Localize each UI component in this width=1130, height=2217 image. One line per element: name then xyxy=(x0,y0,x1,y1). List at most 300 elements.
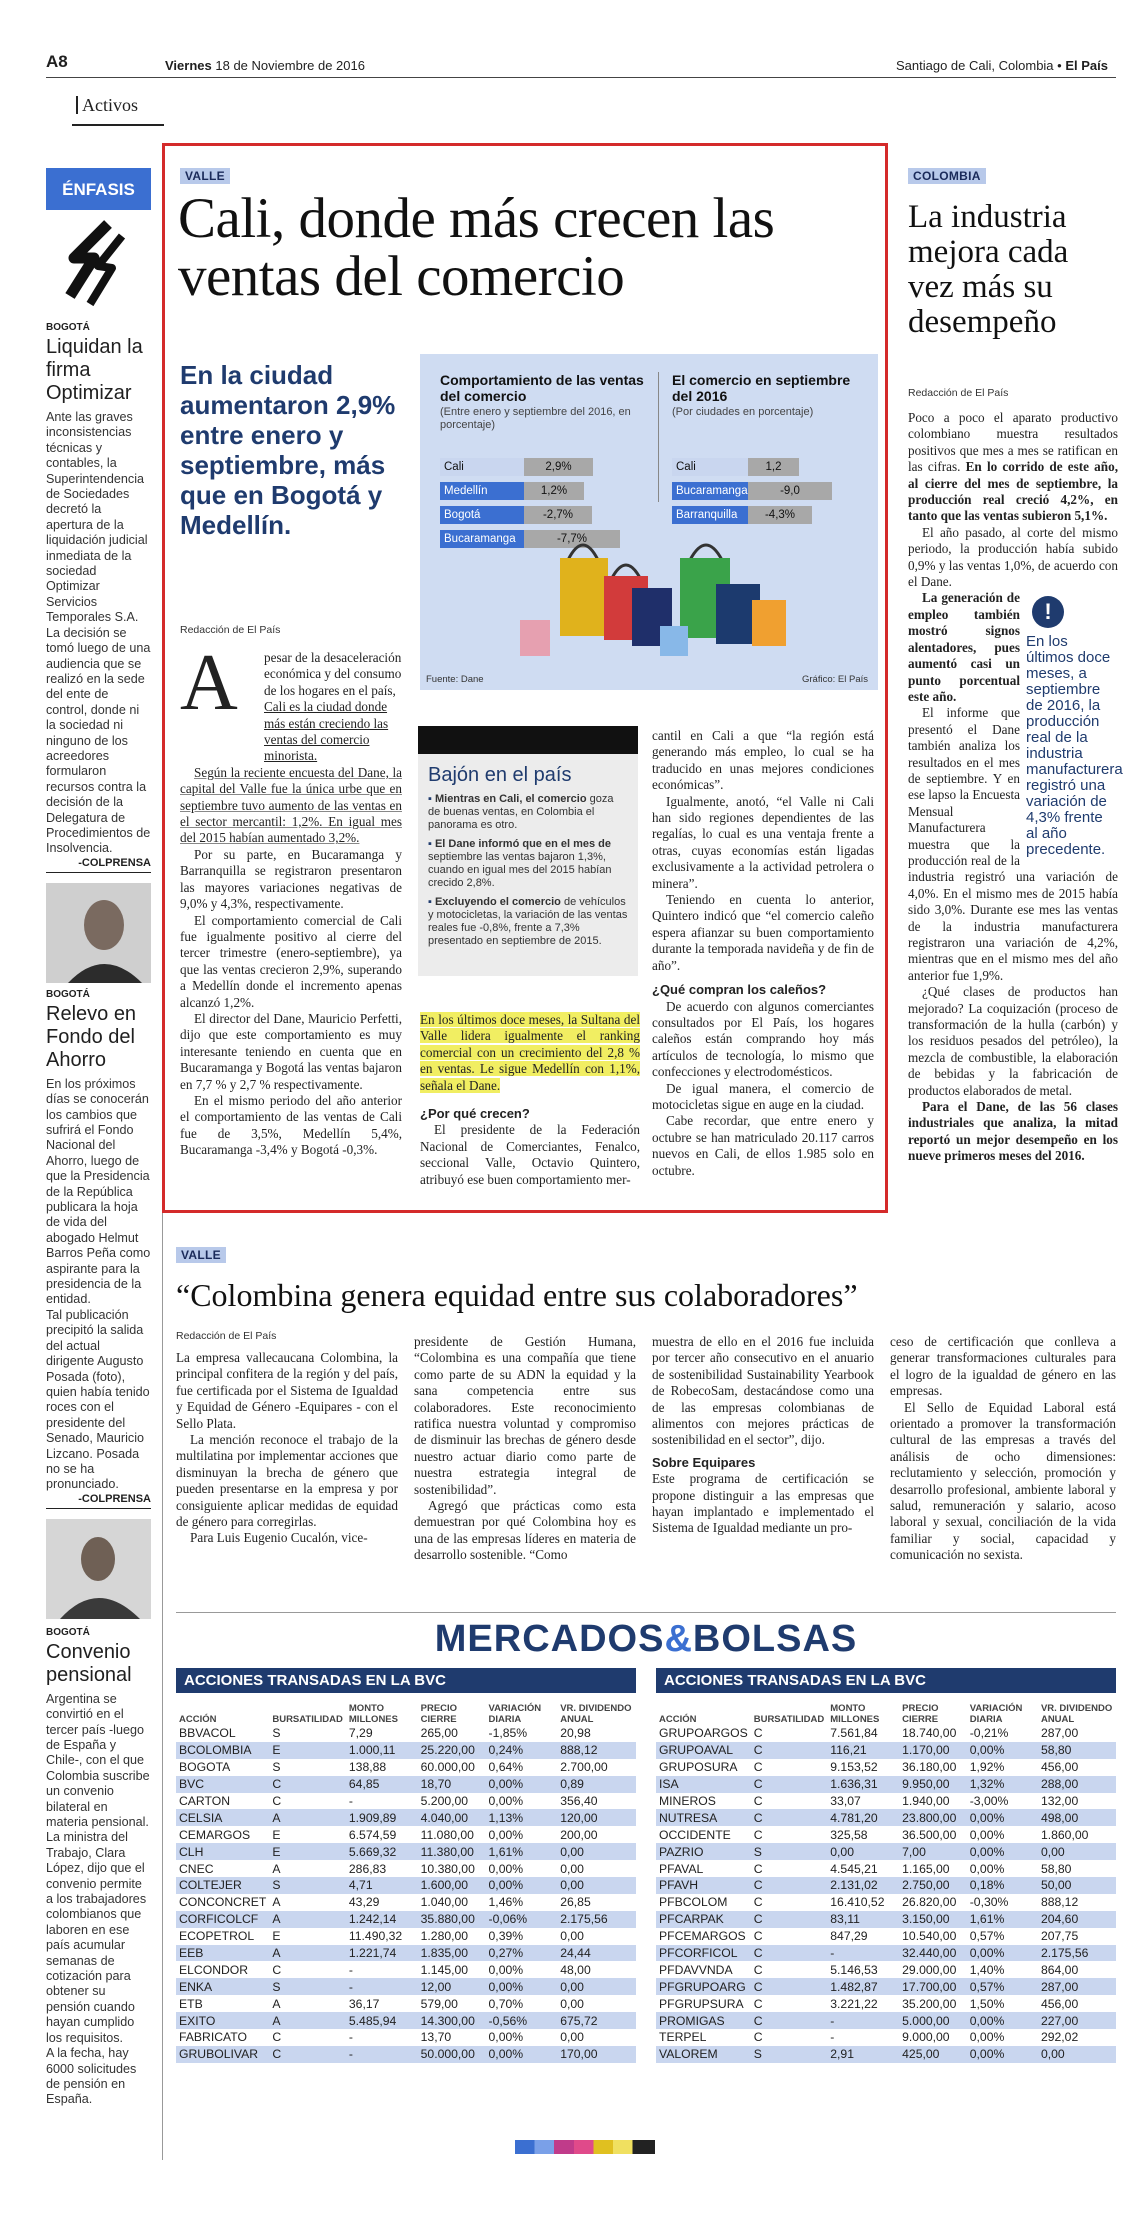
table-cell: S xyxy=(272,1726,281,1741)
table-cell: 58,80 xyxy=(1038,1742,1116,1759)
table-cell: 0,24% xyxy=(486,1742,558,1759)
chart-right-subtitle: (Por ciudades en porcentaje) xyxy=(672,406,814,418)
table-row xyxy=(656,1759,1116,1776)
sidebar-title-3: Convenio pensional xyxy=(46,1640,132,1686)
table-row xyxy=(176,1742,636,1759)
table-row xyxy=(656,1978,1116,1995)
markets-title: MERCADOS&BOLSAS xyxy=(434,1618,858,1660)
table-row xyxy=(176,1860,636,1877)
table-cell: 227,00 xyxy=(1038,2012,1116,2029)
chart-row xyxy=(440,482,650,500)
table-cell: C xyxy=(753,1962,763,1977)
table-cell: S xyxy=(751,1843,828,1860)
table-cell: 0,00% xyxy=(969,1861,1005,1876)
table-cell: 25.220,00 xyxy=(418,1742,486,1759)
table-cell: PFCARPAK xyxy=(656,1911,751,1928)
table-cell: 35.200,00 xyxy=(902,1996,957,2011)
table-cell: 286,83 xyxy=(348,1861,387,1876)
table-cell: 0,70% xyxy=(488,1996,524,2011)
table-cell: 2.175,56 xyxy=(557,1911,636,1928)
table-cell: 0,00 xyxy=(557,1843,636,1860)
table-cell: 6.574,59 xyxy=(348,1827,397,1842)
right-byline: Redacción de El País xyxy=(908,387,1009,399)
chart-left-subtitle: (Entre enero y septiembre del 2016, en porcentaje) xyxy=(440,406,631,431)
table-cell: 26,85 xyxy=(560,1895,591,1910)
table-cell: 11.080,00 xyxy=(420,1827,474,1842)
table-cell: 287,00 xyxy=(1038,1978,1116,1995)
table-row xyxy=(176,1978,636,1995)
table-cell: PROMIGAS xyxy=(656,2012,751,2029)
table-cell: 1.170,00 xyxy=(899,1742,967,1759)
table-row xyxy=(176,1961,636,1978)
table-cell: 5.669,32 xyxy=(346,1843,418,1860)
table-cell: A xyxy=(269,1911,346,1928)
table-cell: 1.242,14 xyxy=(346,1911,418,1928)
table-cell: 83,11 xyxy=(827,1911,899,1928)
table-cell: 1.482,87 xyxy=(827,1978,899,1995)
table-cell: CLH xyxy=(176,1843,269,1860)
table-cell: PFAVH xyxy=(656,1877,751,1894)
table-cell: 4.545,21 xyxy=(830,1861,878,1876)
sidebar-text-3c: A la fecha, hay 6000 solicitudes de pensión en España. xyxy=(46,2046,137,2107)
sidebar-text-2b: Tal publicación precipitó la salida del actual dirigente Augusto Posada (foto), quien había tenido roces con el presidente del Senado, Mauricio Lizcano. Posada no se ha pronunciado. xyxy=(46,1307,150,1492)
table-cell: 0,00% xyxy=(967,2012,1038,2029)
sidebar-text-2: En los próximos días se conocerán los cambios que sufrirá el Fondo Nacional del Ahorro, luego de que la Presidencia de la República publicara la hoja de vida del abogado Helmut Barros Peña como aspirante para la presidencia de la entidad. xyxy=(46,1076,151,1307)
table-cell: 1,61% xyxy=(967,1911,1038,1928)
table-cell: 11.490,32 xyxy=(348,1929,403,1944)
sidebar-title-1: Liquidan la firma Optimizar xyxy=(46,336,143,404)
table-cell: 1,13% xyxy=(486,1809,558,1826)
table-cell: -1,85% xyxy=(488,1726,528,1741)
table-cell: C xyxy=(272,1794,282,1808)
table-row xyxy=(656,1995,1116,2012)
sidebar-text-1: Ante las graves inconsistencias técnicas y contables, la Superintendencia de Sociedades decretó la apertura de la liquidación judicial inmediata de la sociedad Optimizar Servicios Temporales S.A. xyxy=(46,410,148,625)
table-row xyxy=(176,1826,636,1843)
table-cell: - xyxy=(827,1945,899,1962)
table-header: ACCIÓN xyxy=(179,1714,217,1725)
table-cell: 0,18% xyxy=(967,1877,1038,1894)
table-cell: 0,89 xyxy=(557,1776,636,1793)
table-cell: 4.040,00 xyxy=(418,1809,486,1826)
table-cell: C xyxy=(753,1996,763,2011)
table-cell: CONCONCRET xyxy=(179,1895,267,1910)
table-cell: 292,02 xyxy=(1040,2030,1079,2045)
table-cell: BBVACOL xyxy=(179,1726,236,1741)
main-deck: En la ciudad aumentaron 2,9% entre enero y septiembre, más que en Bogotá y Medellín. xyxy=(180,360,396,540)
table-cell: CNEC xyxy=(179,1861,214,1876)
table-cell: C xyxy=(753,1794,763,1808)
right-headline: La industria mejora cada vez más su desempeño xyxy=(908,199,1069,340)
table-cell: 9.000,00 xyxy=(902,2030,950,2045)
chart-category-label: Bogotá xyxy=(440,506,524,524)
table-cell: 32.440,00 xyxy=(899,1945,967,1962)
sidebar-source-1: -COLPRENSA xyxy=(46,857,151,873)
table-cell: 138,88 xyxy=(348,1760,387,1775)
table-cell: BOGOTA xyxy=(179,1760,231,1775)
table-cell: 1,32% xyxy=(967,1776,1038,1793)
table-cell: C xyxy=(753,1861,763,1876)
table-row xyxy=(656,1911,1116,1928)
table-cell: 9.950,00 xyxy=(899,1776,967,1793)
main-headline: Cali, donde más crecen las ventas del comercio xyxy=(178,187,775,308)
table-cell: 17.700,00 xyxy=(899,1978,967,1995)
table-row xyxy=(176,1759,636,1776)
table-row xyxy=(176,1995,636,2012)
table-cell: 1,92% xyxy=(969,1760,1005,1775)
table-row xyxy=(656,1742,1116,1759)
table-header: VARIACIÓN DIARIA xyxy=(488,1703,542,1725)
table-cell: C xyxy=(751,2012,828,2029)
table-cell: C xyxy=(751,1809,828,1826)
chart-credit: Gráfico: El País xyxy=(802,674,868,685)
table-cell: MINEROS xyxy=(659,1794,716,1808)
table-cell: 50,00 xyxy=(1038,1877,1116,1894)
drop-cap: A xyxy=(180,639,238,727)
table-cell: 288,00 xyxy=(1038,1776,1116,1793)
table-cell: BVC xyxy=(176,1776,269,1793)
table-cell: 0,00% xyxy=(967,1742,1038,1759)
table-row xyxy=(656,1945,1116,1962)
table-cell: 0,00% xyxy=(486,1877,558,1894)
table-cell: C xyxy=(269,2046,346,2063)
table-cell: 5.000,00 xyxy=(899,2012,967,2029)
table-cell: 2,91 xyxy=(827,2046,899,2063)
table-cell: 356,40 xyxy=(560,1794,598,1808)
main-tag: VALLE xyxy=(180,168,230,184)
table-cell: -3,00% xyxy=(969,1794,1009,1808)
main-col-1: A pesar de la desaceleración económica y del consumo de los hogares en el país, Cali es la ciudad donde más están creciendo las ventas del comercio minorista. Según la reciente encuesta del Dane, la capital del Valle fue la única urbe que en septiembre tuvo aumento de las ventas en el sector mercantil: 1,2%. En igual mes del 2015 habían aumentado 3,2%. Por su parte, en Bucaramanga y Barranquilla se registraron presentaron las mayores variaciones negativas de 9,0% y 4,3%, respectivamente. El comportamiento comercial de Cali fue igualmente positivo al cierre del tercer trimestre (enero-septiembre), ya que las ventas crecieron 2,9%, superando a Medellín donde el incremento apenas alcanzó 1,2%. El director del Dane, Mauricio Perfetti, dijo que este comportamiento es muy interesante teniendo en cuenta que en Bucaramanga y Bogotá las ventas bajaron en 7,7 % y 2,7 % respectivamente. En el mismo periodo del año anterior el comportamiento de las ventas de Cali fue de 3,5%, Medellín 5,4%, Bucaramanga -3,4% y Bogotá -0,3%. xyxy=(180,639,402,1158)
table-cell: A xyxy=(269,1809,346,1826)
table-row xyxy=(656,2012,1116,2029)
table-cell: 1.636,31 xyxy=(827,1776,899,1793)
table-cell: A xyxy=(269,1945,346,1962)
table-row xyxy=(656,2046,1116,2063)
table-cell: A xyxy=(272,1895,281,1910)
table-cell: GRUPOARGOS xyxy=(659,1726,748,1741)
chart-category-label: Cali xyxy=(672,458,748,476)
table-cell: - xyxy=(346,2046,418,2063)
colombina-col-4: ceso de certificación que conlleva a generar transformaciones culturales para el logro de la igualdad de género en las empresas. El Sello de Equidad Laboral está orientado a promover la transformación cultural de las empresas a través del análisis de ocho dimensiones: reclutamiento y selección, promoción y desarrollo profesional, ambiente laboral y salud, remuneración y salario, acoso laboral y sexual, conciliación de la vida familiar y social, capacidad y comunicación no sexista. xyxy=(890,1334,1116,1563)
colombina-col-3: muestra de ello en el 2016 fue incluida por tercer año consecutivo en el anuario de sostenibilidad Sustainability Yearbook de RobecoSam, destacándose como una de las empresas colombianas de alimentos con mejores prácticas de sostenibilidad en el sector”, dijo. Sobre Equipares Este programa de certificación se propone distinguir a las empresas que hayan implantado e implementado el Sistema de Igualdad mediante un pro- xyxy=(652,1334,874,1536)
table-cell: 170,00 xyxy=(557,2046,636,2063)
table-cell: -0,56% xyxy=(486,2012,558,2029)
sidebar-title-2: Relevo en Fondo del Ahorro xyxy=(46,1002,137,1071)
page-number: A8 xyxy=(46,52,68,71)
sidebar-source-2: -COLPRENSA xyxy=(46,1493,151,1509)
table-cell: - xyxy=(830,2030,835,2045)
logo-icon xyxy=(46,210,151,320)
table-cell: E xyxy=(269,1742,346,1759)
table-row xyxy=(176,2012,636,2029)
box-header-bar xyxy=(418,726,638,754)
chart-value-bar: -9,0 xyxy=(748,482,832,500)
table-cell: C xyxy=(753,1929,763,1944)
table-cell: - xyxy=(348,2030,353,2045)
table-cell: 36,17 xyxy=(348,1996,380,2011)
table-cell: C xyxy=(753,1760,763,1775)
chart-row xyxy=(440,458,650,476)
stocks-table-left xyxy=(176,1668,636,2063)
subhead-buy: ¿Qué compran los caleños? xyxy=(652,982,827,998)
table-header: VR. DIVIDENDO ANUAL xyxy=(1040,1703,1113,1725)
table-cell: 116,21 xyxy=(827,1742,899,1759)
sidebar-tag-3: BOGOTÁ xyxy=(46,1626,90,1638)
table-cell: PFCORFICOL xyxy=(656,1945,751,1962)
table-cell: 0,00% xyxy=(488,1861,524,1876)
table-row xyxy=(176,1793,636,1810)
table-cell: 16.410,52 xyxy=(830,1895,885,1910)
main-col-2: En los últimos doce meses, la Sultana del Valle lidera igualmente el ranking comercial con un crecimiento del 2,8 % en ventas. Le sigue Medellín con 1,1%, señala el Dane. ¿Por qué crecen? El presidente de la Federación Nacional de Comerciantes, Fenalco, seccional Valle, Octavio Quintero, atribuyó ese buen comportamiento mer- xyxy=(420,1012,640,1187)
table-cell: E xyxy=(272,1827,281,1842)
markets-rule xyxy=(176,1612,1116,1613)
table-row xyxy=(176,1928,636,1945)
sidebar-photo-2 xyxy=(46,1519,151,1619)
sidebar-tag-2: BOGOTÁ xyxy=(46,988,90,1000)
right-pullquote: ! En los últimos doce meses, a septiembre de 2016, la producción real de la industria manufacturera registró una variación de 4,3% frente al año precedente. xyxy=(1026,592,1118,858)
sidebar-photo-1 xyxy=(46,883,151,983)
table-cell: 36.180,00 xyxy=(902,1760,957,1775)
table-header: BURSATILIDAD xyxy=(272,1714,343,1725)
table-cell: 2.750,00 xyxy=(899,1877,967,1894)
table-row xyxy=(176,2046,636,2063)
table-cell: 35.880,00 xyxy=(418,1911,486,1928)
stocks-right-title: ACCIONES TRANSADAS EN LA BVC xyxy=(656,1668,1116,1693)
table-cell: 60.000,00 xyxy=(420,1760,475,1775)
table-cell: C xyxy=(753,1895,763,1910)
box-bajon: Bajón en el país ▪ Mientras en Cali, el comercio goza de buenas ventas, en Colombia el panorama es otro. ▪ El Dane informó que en el mes de septiembre las ventas bajaron 1,3%, cuando en igual mes del 2015 habían crecido 2,8%. ▪ Excluyendo el comercio de vehículos y motocicletas, la variación de las ventas reales fue -0,8%, frente a 7,3% presentado en septiembre de 2015. xyxy=(418,726,638,976)
table-cell: 1.165,00 xyxy=(902,1861,950,1876)
chart-value-bar: 2,9% xyxy=(524,458,593,476)
table-cell: 2.700,00 xyxy=(560,1760,608,1775)
table-cell: TERPEL xyxy=(659,2030,707,2045)
table-header: ACCIÓN xyxy=(659,1714,697,1725)
table-cell: C xyxy=(269,1776,346,1793)
table-cell: 18,70 xyxy=(418,1776,486,1793)
table-cell: GRUPOAVAL xyxy=(656,1742,751,1759)
subhead-equipares: Sobre Equipares xyxy=(652,1454,756,1470)
table-cell: 36.500,00 xyxy=(902,1827,957,1842)
table-row xyxy=(656,1793,1116,1810)
table-cell: 0,27% xyxy=(486,1945,558,1962)
table-cell: EEB xyxy=(176,1945,269,1962)
table-cell: - xyxy=(348,1962,353,1977)
table-cell: 1.940,00 xyxy=(902,1794,950,1808)
table-cell: A xyxy=(272,1996,281,2011)
table-cell: ELCONDOR xyxy=(179,1962,249,1977)
table-cell: 7.561,84 xyxy=(830,1726,878,1741)
chart-category-label: Bucaramanga xyxy=(672,482,748,500)
table-cell: 1,61% xyxy=(486,1843,558,1860)
table-cell: 0,00% xyxy=(967,1809,1038,1826)
table-cell: 287,00 xyxy=(1040,1726,1079,1741)
table-cell: 207,75 xyxy=(1040,1929,1079,1944)
table-row xyxy=(656,1843,1116,1860)
table-cell: A xyxy=(269,2012,346,2029)
table-cell: FABRICATO xyxy=(179,2030,247,2045)
table-cell: 0,00% xyxy=(488,1962,524,1977)
table-cell: 0,00 xyxy=(1038,2046,1116,2063)
table-cell: 4.781,20 xyxy=(827,1809,899,1826)
table-cell: S xyxy=(272,1760,281,1775)
table-cell: 0,00% xyxy=(969,2030,1005,2045)
table-cell: - xyxy=(827,2012,899,2029)
table-cell: 20,98 xyxy=(560,1726,591,1741)
table-cell: ECOPETROL xyxy=(179,1929,255,1944)
table-cell: VALOREM xyxy=(656,2046,751,2063)
table-cell: EXITO xyxy=(176,2012,269,2029)
table-cell: 498,00 xyxy=(1038,1809,1116,1826)
table-row xyxy=(656,2029,1116,2046)
table-cell: 675,72 xyxy=(557,2012,636,2029)
table-row xyxy=(656,1961,1116,1978)
table-cell: 58,80 xyxy=(1040,1861,1072,1876)
table-cell: 0,57% xyxy=(969,1929,1005,1944)
color-registration-strip xyxy=(515,2140,655,2154)
table-cell: 0,00% xyxy=(486,2046,558,2063)
chart-right-bars xyxy=(672,458,862,530)
table-cell: 1.600,00 xyxy=(418,1877,486,1894)
table-cell: 0,00 xyxy=(557,1978,636,1995)
table-header: VARIACIÓN DIARIA xyxy=(969,1703,1023,1725)
table-row xyxy=(656,1809,1116,1826)
table-cell: C xyxy=(751,1776,828,1793)
table-cell: 1.860,00 xyxy=(1040,1827,1089,1842)
table-cell: 33,07 xyxy=(830,1794,861,1808)
table-cell: S xyxy=(751,2046,828,2063)
table-cell: 456,00 xyxy=(1040,1996,1079,2011)
table-cell: 1.145,00 xyxy=(420,1962,469,1977)
chart-category-label: Cali xyxy=(440,458,524,476)
table-cell: 204,60 xyxy=(1038,1911,1116,1928)
sidebar-tag-1: BOGOTÁ xyxy=(46,322,90,333)
table-cell: 0,00% xyxy=(486,1776,558,1793)
table-cell: C xyxy=(751,1877,828,1894)
table-cell: COLTEJER xyxy=(176,1877,269,1894)
table-cell: 0,00% xyxy=(967,1945,1038,1962)
table-cell: A xyxy=(272,1861,281,1876)
table-cell: 0,00 xyxy=(560,1861,584,1876)
table-header: PRECIO CIERRE xyxy=(902,1703,939,1725)
table-cell: 0,00 xyxy=(557,1877,636,1894)
table-cell: C xyxy=(751,1911,828,1928)
table-cell: 0,00 xyxy=(827,1843,899,1860)
table-row xyxy=(176,1843,636,1860)
table-cell: ENKA xyxy=(176,1978,269,1995)
table-cell: 579,00 xyxy=(420,1996,458,2011)
table-cell: 1.040,00 xyxy=(420,1895,469,1910)
table-cell: S xyxy=(269,1877,346,1894)
table-cell: GRUPOSURA xyxy=(659,1760,738,1775)
box-title: Bajón en el país xyxy=(428,764,572,786)
table-cell: 132,00 xyxy=(1040,1794,1079,1808)
table-cell: 847,29 xyxy=(830,1929,868,1944)
table-header: MONTO MILLONES xyxy=(830,1703,880,1725)
table-cell: 864,00 xyxy=(1040,1962,1079,1977)
table-cell: 456,00 xyxy=(1040,1760,1079,1775)
table-cell: 0,00 xyxy=(1038,1843,1116,1860)
table-cell: 18.740,00 xyxy=(902,1726,957,1741)
table-cell: CORFICOLCF xyxy=(176,1911,269,1928)
table-cell: 24,44 xyxy=(557,1945,636,1962)
table-cell: NUTRESA xyxy=(656,1809,751,1826)
table-cell: 1,50% xyxy=(969,1996,1005,2011)
table-cell: 0,64% xyxy=(488,1760,524,1775)
table-cell: PFGRUPSURA xyxy=(659,1996,744,2011)
table-cell: 0,39% xyxy=(488,1929,524,1944)
sidebar-text-3: Argentina se convirtió en el tercer país -luego de España y Chile-, con el que Colombia suscribe un convenio bilateral en materia pensional. xyxy=(46,1691,150,1829)
table-cell: 0,00% xyxy=(967,1843,1038,1860)
section-rule xyxy=(72,124,164,126)
shopping-bags-icon xyxy=(520,530,790,670)
table-cell: PFAVAL xyxy=(659,1861,704,1876)
exclamation-icon: ! xyxy=(1032,596,1064,628)
table-cell: PFCEMARGOS xyxy=(659,1929,746,1944)
table-cell: 0,00 xyxy=(560,1996,584,2011)
table-cell: 1.000,11 xyxy=(346,1742,418,1759)
table-cell: 200,00 xyxy=(560,1827,598,1842)
page-date: Viernes 18 de Noviembre de 2016 xyxy=(165,58,365,73)
table-cell: 0,00% xyxy=(488,1794,524,1808)
highlight-text: En los últimos doce meses, la Sultana del Valle lidera igualmente el ranking comercial con un crecimiento del 2,8 % en ventas. Le sigue Medellín con 1,1%, señala el Dane. xyxy=(420,1012,640,1093)
chart-value-bar: -4,3% xyxy=(748,506,812,524)
table-cell: 0,57% xyxy=(967,1978,1038,1995)
table-cell: -0,06% xyxy=(486,1911,558,1928)
table-header: VR. DIVIDENDO ANUAL xyxy=(560,1703,632,1725)
table-cell: 1,46% xyxy=(488,1895,524,1910)
table-row xyxy=(176,1776,636,1793)
sidebar-text-1b: La decisión se tomó luego de una audiencia que se realizó en la sede del ente de control, donde ni la sociedad ni ninguno de los acreedores formularon recursos contra la decisión de la Delegatura de Procedimientos de Insolvencia. xyxy=(46,625,151,856)
sidebar-label: ÉNFASIS xyxy=(46,168,151,210)
table-row xyxy=(656,1894,1116,1911)
table-cell: 0,00% xyxy=(967,2046,1038,2063)
table-cell: 0,00% xyxy=(488,2030,524,2045)
chart-row xyxy=(672,482,862,500)
table-cell: C xyxy=(751,1945,828,1962)
table-cell: 1.835,00 xyxy=(418,1945,486,1962)
table-cell: PFDAVVNDA xyxy=(659,1962,733,1977)
table-cell: E xyxy=(269,1843,346,1860)
table-cell: CARTON xyxy=(179,1794,231,1808)
table-row xyxy=(176,1911,636,1928)
table-cell: 2.131,02 xyxy=(827,1877,899,1894)
table-cell: 14.300,00 xyxy=(418,2012,486,2029)
chart-right-title: El comercio en septiembre del 2016 xyxy=(672,372,851,404)
table-cell: C xyxy=(272,2030,282,2045)
table-cell: 4,71 xyxy=(346,1877,418,1894)
table-cell: 5.485,94 xyxy=(346,2012,418,2029)
table-cell: S xyxy=(269,1978,346,1995)
chart-row xyxy=(440,506,650,524)
chart-category-label: Medellín xyxy=(440,482,524,500)
table-cell: 5.146,53 xyxy=(830,1962,878,1977)
chart-value-bar: -7,7% xyxy=(524,530,620,548)
table-cell: 0,00% xyxy=(486,1978,558,1995)
table-cell: C xyxy=(272,1962,282,1977)
colombina-byline: Redacción de El País xyxy=(176,1330,277,1342)
table-cell: - xyxy=(348,1794,353,1808)
table-cell: 29.000,00 xyxy=(902,1962,957,1977)
table-cell: ETB xyxy=(179,1996,203,2011)
table-cell: 10.380,00 xyxy=(420,1861,475,1876)
page-location: Santiago de Cali, Colombia • El País xyxy=(896,58,1108,73)
table-cell: 0,00 xyxy=(560,2030,584,2045)
table-cell: CEMARGOS xyxy=(179,1827,251,1842)
table-cell: 120,00 xyxy=(557,1809,636,1826)
table-cell: C xyxy=(753,1726,763,1741)
main-byline: Redacción de El País xyxy=(180,624,281,636)
chart-value-bar: 1,2% xyxy=(524,482,584,500)
chart-left-title: Comportamiento de las ventas del comercio xyxy=(440,372,644,404)
